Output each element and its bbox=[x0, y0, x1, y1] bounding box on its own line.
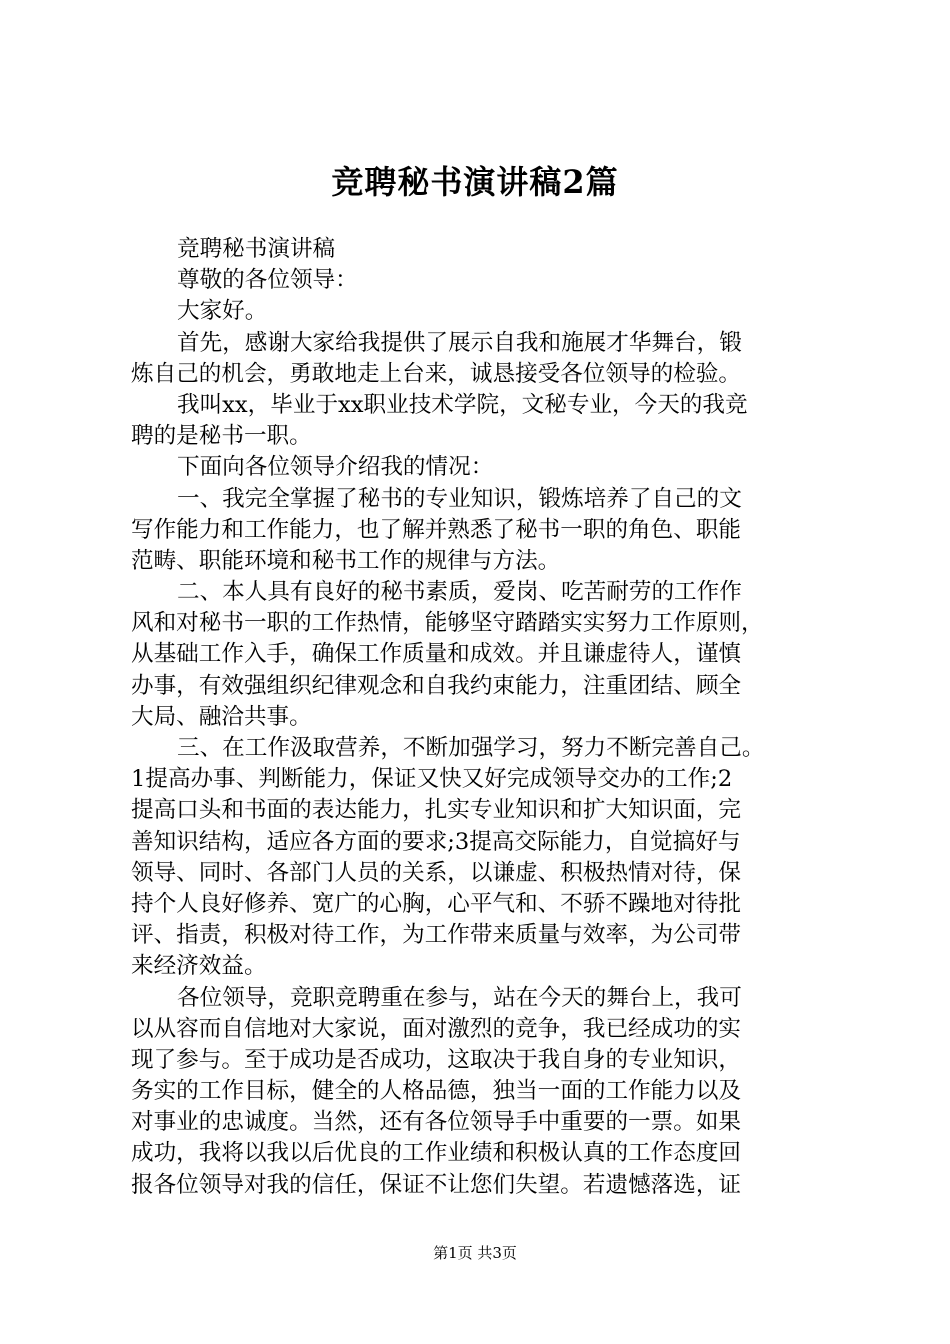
text-line: 务实的工作目标，健全的人格品德，独当一面的工作能力以及 bbox=[131, 1078, 742, 1105]
text-line: 各位领导，竞职竞聘重在参与，站在今天的舞台上，我可 bbox=[177, 984, 742, 1011]
text-line: 下面向各位领导介绍我的情况： bbox=[177, 454, 494, 481]
text-line: 现了参与。至于成功是否成功，这取决于我自身的专业知识， bbox=[131, 1046, 742, 1073]
text-line: 报各位领导对我的信任，保证不让您们失望。若遗憾落选，证 bbox=[131, 1171, 742, 1198]
text-line: 成功，我将以我以后优良的工作业绩和积极认真的工作态度回 bbox=[131, 1140, 742, 1167]
text-line: 竞聘秘书演讲稿 bbox=[177, 236, 336, 262]
text-line: 三、在工作汲取营养，不断加强学习，努力不断完善自己。 bbox=[177, 735, 765, 761]
text-line: 大局、融洽共事。 bbox=[131, 703, 312, 730]
text-line: 以从容而自信地对大家说，面对激烈的竞争，我已经成功的实 bbox=[131, 1015, 742, 1042]
text-line: 首先，感谢大家给我提供了展示自我和施展才华舞台，锻 bbox=[177, 329, 742, 356]
text-line: 领导、同时、各部门人员的关系，以谦虚、积极热情对待，保 bbox=[131, 859, 742, 886]
text-line: 尊敬的各位领导： bbox=[177, 267, 358, 294]
document-title: 竞聘秘书演讲稿2篇 bbox=[331, 163, 619, 201]
text-line: 对事业的忠诚度。当然，还有各位领导手中重要的一票。如果 bbox=[131, 1109, 742, 1136]
text-line: 1提高办事、判断能力，保证又快又好完成领导交办的工作;2 bbox=[131, 766, 733, 793]
text-line: 二、本人具有良好的秘书素质，爱岗、吃苦耐劳的工作作 bbox=[177, 579, 742, 606]
text-line: 提高口头和书面的表达能力，扎实专业知识和扩大知识面，完 bbox=[131, 797, 742, 824]
text-line: 炼自己的机会，勇敢地走上台来，诚恳接受各位领导的检验。 bbox=[131, 360, 742, 387]
text-line: 持个人良好修养、宽广的心胸，心平气和、不骄不躁地对待批 bbox=[131, 890, 742, 917]
text-line: 范畴、职能环境和秘书工作的规律与方法。 bbox=[131, 547, 561, 574]
text-line: 一、我完全掌握了秘书的专业知识，锻炼培养了自己的文 bbox=[177, 485, 742, 512]
text-line: 大家好。 bbox=[177, 298, 268, 325]
text-line: 写作能力和工作能力，也了解并熟悉了秘书一职的角色、职能 bbox=[131, 516, 742, 543]
page-footer: 第1页 共3页 bbox=[433, 1244, 517, 1262]
text-line: 风和对秘书一职的工作热情，能够坚守踏踏实实努力工作原则， bbox=[131, 610, 764, 637]
text-line: 评、指责，积极对待工作，为工作带来质量与效率，为公司带 bbox=[131, 922, 742, 949]
text-line: 善知识结构，适应各方面的要求;3提高交际能力，自觉搞好与 bbox=[131, 828, 741, 855]
text-line: 我叫xx，毕业于xx职业技术学院，文秘专业，今天的我竞 bbox=[177, 391, 748, 418]
text-line: 从基础工作入手，确保工作质量和成效。并且谦虚待人，谨慎 bbox=[131, 641, 742, 668]
text-line: 聘的是秘书一职。 bbox=[131, 423, 312, 450]
text-line: 办事，有效强组织纪律观念和自我约束能力，注重团结、顾全 bbox=[131, 672, 742, 699]
text-line: 来经济效益。 bbox=[131, 953, 267, 980]
document-body bbox=[131, 234, 831, 1201]
